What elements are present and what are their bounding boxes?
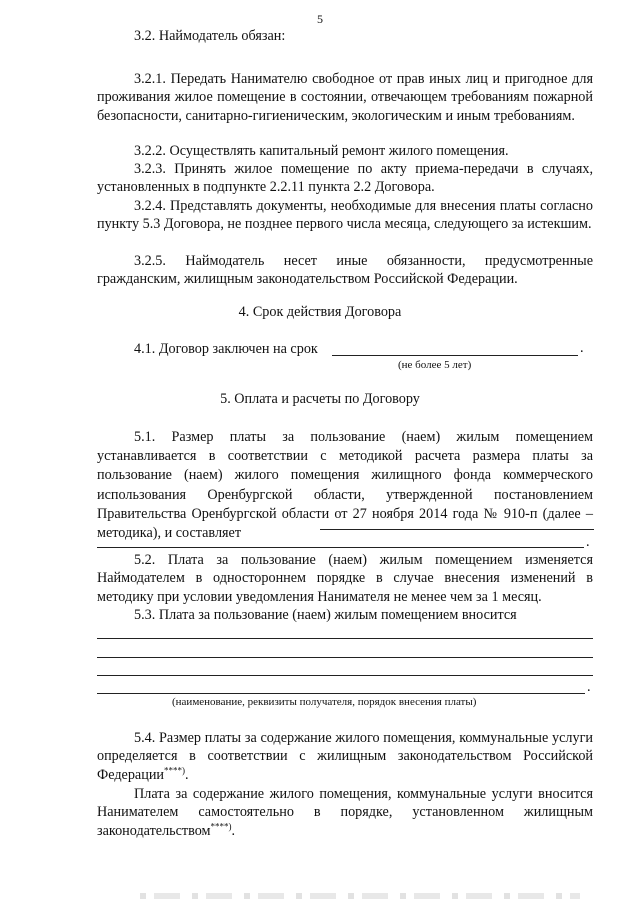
clause-3-2-1: 3.2.1. Передать Нанимателю свободное от прав иных лиц и пригодное для проживания жилое помещение в состоянии, отвечающем требованиям пожарной безопасности, санитарно-гигиеническим, экологическим и иным требованиям. bbox=[97, 71, 593, 124]
clause-5-2: 5.2. Плата за пользование (наем) жилым помещением изменяется Наймодателем в одностороннем порядке в случае внесения изменений в методику при условии уведомления Нанимателя не менее чем за 1 месяц. bbox=[97, 552, 593, 605]
clause-5-3-period: . bbox=[587, 679, 591, 695]
footnote-marker: ****) bbox=[164, 765, 186, 776]
term-caption: (не более 5 лет) bbox=[398, 359, 472, 371]
amount-fill-line-1 bbox=[320, 529, 594, 530]
clause-4-1-period: . bbox=[580, 340, 584, 356]
amount-fill-line-2 bbox=[97, 547, 584, 548]
section-4-heading: 4. Срок действия Договора bbox=[238, 304, 402, 320]
payment-fill-line-1 bbox=[97, 638, 593, 639]
clause-3-2-5: 3.2.5. Наймодатель несет иные обязанности, предусмотренные гражданским, жилищным законодательством Российской Федерации. bbox=[97, 253, 593, 288]
section-5-heading: 5. Оплата и расчеты по Договору bbox=[220, 391, 420, 407]
clause-5-3: 5.3. Плата за пользование (наем) жилым помещением вносится bbox=[134, 607, 517, 623]
payment-fill-line-3 bbox=[97, 675, 593, 676]
clause-3-2: 3.2. Наймодатель обязан: bbox=[134, 28, 286, 44]
clause-5-1-period: . bbox=[586, 534, 590, 550]
clause-5-1: 5.1. Размер платы за пользование (наем) жилым помещением устанавливается в соответствии с методикой расчета размера платы за пользование (наем) жилого помещения жилищного фонда коммерческого использования Оренбургской области, утвержденной постановлением Правительства Оренбургской области от 27 ноября 2014 года № 910-п (далее – методика), и составляет bbox=[97, 429, 593, 542]
clause-3-2-3: 3.2.3. Принять жилое помещение по акту приема-передачи в случаях, установленных в подпункте 2.2.11 пункта 2.2 Договора. bbox=[97, 161, 593, 196]
payment-fill-line-4 bbox=[97, 693, 585, 694]
clause-3-2-2: 3.2.2. Осуществлять капитальный ремонт жилого помещения. bbox=[134, 143, 509, 159]
clause-5-5 bbox=[97, 785, 593, 840]
page-number: 5 bbox=[317, 12, 323, 26]
clause-5-5-text: Плата за содержание жилого помещения, коммунальные услуги вносится Нанимателем самостоятельно в порядке, установленном жилищным законодательством bbox=[97, 786, 593, 839]
clause-5-4 bbox=[97, 729, 593, 784]
payment-fill-line-2 bbox=[97, 657, 593, 658]
clause-3-2-4: 3.2.4. Представлять документы, необходимые для внесения платы согласно пункту 5.3 Договора, не позднее первого числа месяца, следующего за истекшим. bbox=[97, 198, 593, 233]
payment-caption: (наименование, реквизиты получателя, порядок внесения платы) bbox=[172, 696, 477, 708]
term-fill-line bbox=[332, 355, 578, 356]
clause-5-4-text: 5.4. Размер платы за содержание жилого помещения, коммунальные услуги определяется в соответствии с жилищным законодательством Российской Федерации bbox=[97, 730, 593, 783]
scan-artifact bbox=[140, 893, 580, 899]
clause-4-1: 4.1. Договор заключен на срок bbox=[134, 341, 318, 357]
clause-5-5-period: . bbox=[231, 822, 236, 839]
footnote-marker: ****) bbox=[210, 821, 232, 832]
clause-5-4-period: . bbox=[185, 766, 189, 783]
